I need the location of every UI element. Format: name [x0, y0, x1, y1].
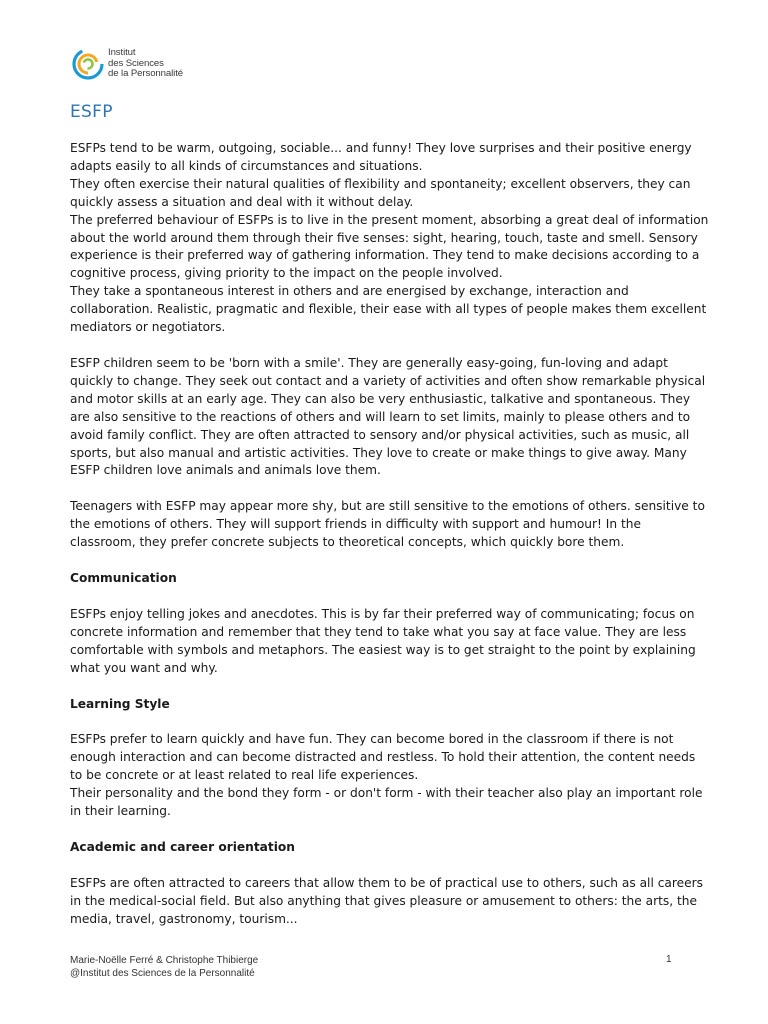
footer-copyright: @Institut des Sciences de la Personnalité — [70, 968, 255, 979]
career-paragraph: ESFPs are often attracted to careers that allow them to be of practical use to others, such as all careers in the medical-social field. But also anything that gives pleasure or amusement to others: the arts, the media, travel, gastronomy, tourism... — [70, 875, 703, 926]
logo-line-2: des Sciences — [108, 57, 164, 69]
intro-paragraph-4: They take a spontaneous interest in others and are energised by exchange, interaction and collaboration. Realistic, pragmatic and flexible, their ease with all types of people makes them excellent mediators or negotiators. — [70, 284, 707, 335]
spacer — [70, 337, 710, 355]
communication-heading: Communication — [70, 571, 177, 586]
spacer — [70, 588, 710, 606]
page-footer — [70, 954, 258, 980]
spacer — [70, 713, 710, 731]
page-number: 1 — [666, 954, 672, 965]
document-title: ESFP — [70, 102, 113, 122]
logo-line-1: Institut — [108, 47, 136, 59]
spacer — [70, 821, 710, 839]
logo-line-3: de la Personnalité — [108, 68, 184, 80]
career-heading: Academic and career orientation — [70, 840, 295, 854]
spacer — [70, 480, 710, 498]
intro-paragraph-2: They often exercise their natural qualities of flexibility and spontaneity; excellent observers, they can quickly assess a situation and deal with it without delay. — [70, 176, 691, 209]
learning-style-heading: Learning Style — [70, 696, 170, 711]
teenagers-paragraph: Teenagers with ESFP may appear more shy, but are still sensitive to the emotions of others. sensitive to the emotions of others. They will support friends in difficulty with support and humour! In the classroom, they prefer concrete subjects to theoretical concepts, which quickly bore them. — [70, 499, 705, 550]
spacer — [70, 857, 710, 875]
document-body — [70, 140, 710, 929]
intro-paragraph-3: The preferred behaviour of ESFPs is to live in the present moment, absorbing a great deal of information about the world around them through their five senses: sight, hearing, touch, taste and smell. Sensory experience is their preferred way of gathering information. They tend to make decisions according to a cognitive process, giving priority to the impact on the people involved. — [70, 212, 709, 281]
children-paragraph: ESFP children seem to be 'born with a smile'. They are generally easy-going, fun-loving and adapt quickly to change. They seek out contact and a variety of activities and often show remarkable physical and motor skills at an early age. They can also be very enthusiastic, talkative and spontaneous. They are also sensitive to the reactions of others and will learn to set limits, mainly to please others and to avoid family conflict. They are often attracted to sensory and/or physical activities, such as music, all sports, but also manual and artistic activities. They love to create or make things to give away. Many ESFP children love animals and animals love them. — [70, 355, 706, 478]
learning-paragraph-2: Their personality and the bond they form - or don't form - with their teacher also play an important role in their learning. — [70, 786, 703, 819]
spacer — [70, 552, 710, 570]
intro-paragraph-1: ESFPs tend to be warm, outgoing, sociable... and funny! They love surprises and their positive energy adapts easily to all kinds of circumstances and situations. — [70, 141, 692, 173]
spacer — [70, 678, 710, 696]
spiral-logo-icon — [72, 48, 104, 80]
logo-text — [108, 48, 183, 79]
institute-logo — [72, 44, 183, 84]
footer-authors: Marie-Noëlle Ferré & Christophe Thibierge — [70, 955, 259, 966]
communication-paragraph: ESFPs enjoy telling jokes and anecdotes. This is by far their preferred way of communicating; focus on concrete information and remember that they tend to take what you say at face value. They are less comfortable with symbols and metaphors. The easiest way is to get straight to the point by explaining what you want and why. — [70, 606, 696, 675]
learning-paragraph-1: ESFPs prefer to learn quickly and have fun. They can become bored in the classroom if there is not enough interaction and can become distracted and restless. To hold their attention, the content needs to be concrete or at least related to real life experiences. — [70, 732, 696, 783]
